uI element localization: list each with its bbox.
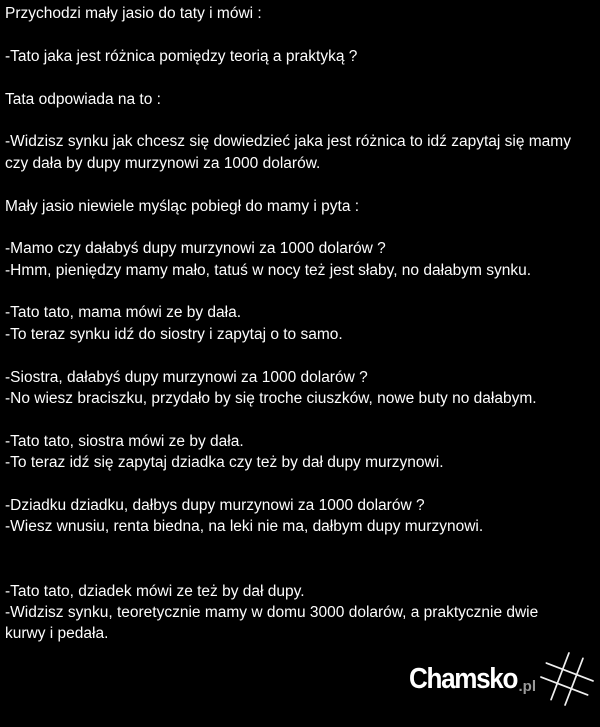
hash-icon — [539, 651, 595, 707]
joke-line: -No wiesz braciszku, przydało by się troche ciuszków, nowe buty no dałabym. — [5, 390, 537, 408]
joke-line: -Tato tato, mama mówi ze by dała. — [5, 304, 242, 322]
joke-line: -Widzisz synku, teoretycznie mamy w domu 3000 dolarów, a praktycznie dwie — [5, 603, 539, 621]
joke-line: czy dała by dupy murzynowi za 1000 dolarów. — [5, 154, 321, 172]
joke-paragraph — [5, 3, 598, 24]
joke-paragraph — [5, 367, 598, 410]
joke-text — [5, 3, 598, 645]
joke-paragraph — [5, 581, 598, 645]
brand-tld: .pl — [518, 677, 536, 695]
joke-paragraph — [5, 431, 598, 474]
joke-line: Przychodzi mały jasio do taty i mówi : — [5, 5, 262, 22]
joke-paragraph — [5, 495, 598, 538]
joke-line: -Tato jaka jest różnica pomiędzy teorią a praktyką ? — [5, 47, 358, 65]
joke-line: -To teraz synku idź do siostry i zapytaj o to samo. — [5, 325, 343, 343]
joke-paragraph — [5, 238, 598, 281]
joke-paragraph — [5, 131, 598, 174]
joke-line: Mały jasio niewiele myśląc pobiegł do mamy i pyta : — [5, 197, 360, 215]
brand-name: Chamsko — [409, 662, 518, 695]
joke-paragraph — [5, 89, 598, 110]
joke-line: -Mamo czy dałabyś dupy murzynowi za 1000 dolarów ? — [5, 240, 386, 258]
watermark — [397, 650, 595, 708]
joke-paragraph — [5, 302, 598, 345]
joke-line: -Tato tato, siostra mówi ze by dała. — [5, 432, 244, 450]
joke-line: -Hmm, pieniędzy mamy mało, tatuś w nocy też jest słaby, no dałabym synku. — [5, 261, 532, 279]
joke-line: kurwy i pedała. — [5, 625, 109, 643]
joke-line: -Tato tato, dziadek mówi ze też by dał dupy. — [5, 582, 305, 600]
joke-paragraph — [5, 196, 598, 217]
joke-line: -Siostra, dałabyś dupy murzynowi za 1000 dolarów ? — [5, 368, 368, 386]
joke-line: -To teraz idź się zapytaj dziadka czy też by dał dupy murzynowi. — [5, 454, 444, 472]
joke-line: Tata odpowiada na to : — [5, 90, 161, 108]
joke-line: -Widzisz synku jak chcesz się dowiedzieć jaka jest różnica to idź zapytaj się mamy — [5, 133, 571, 151]
joke-paragraph — [5, 46, 598, 67]
joke-line: -Dziadku dziadku, dałbys dupy murzynowi za 1000 dolarów ? — [5, 496, 425, 514]
joke-line: -Wiesz wnusiu, renta biedna, na leki nie ma, dałbym dupy murzynowi. — [5, 518, 484, 536]
